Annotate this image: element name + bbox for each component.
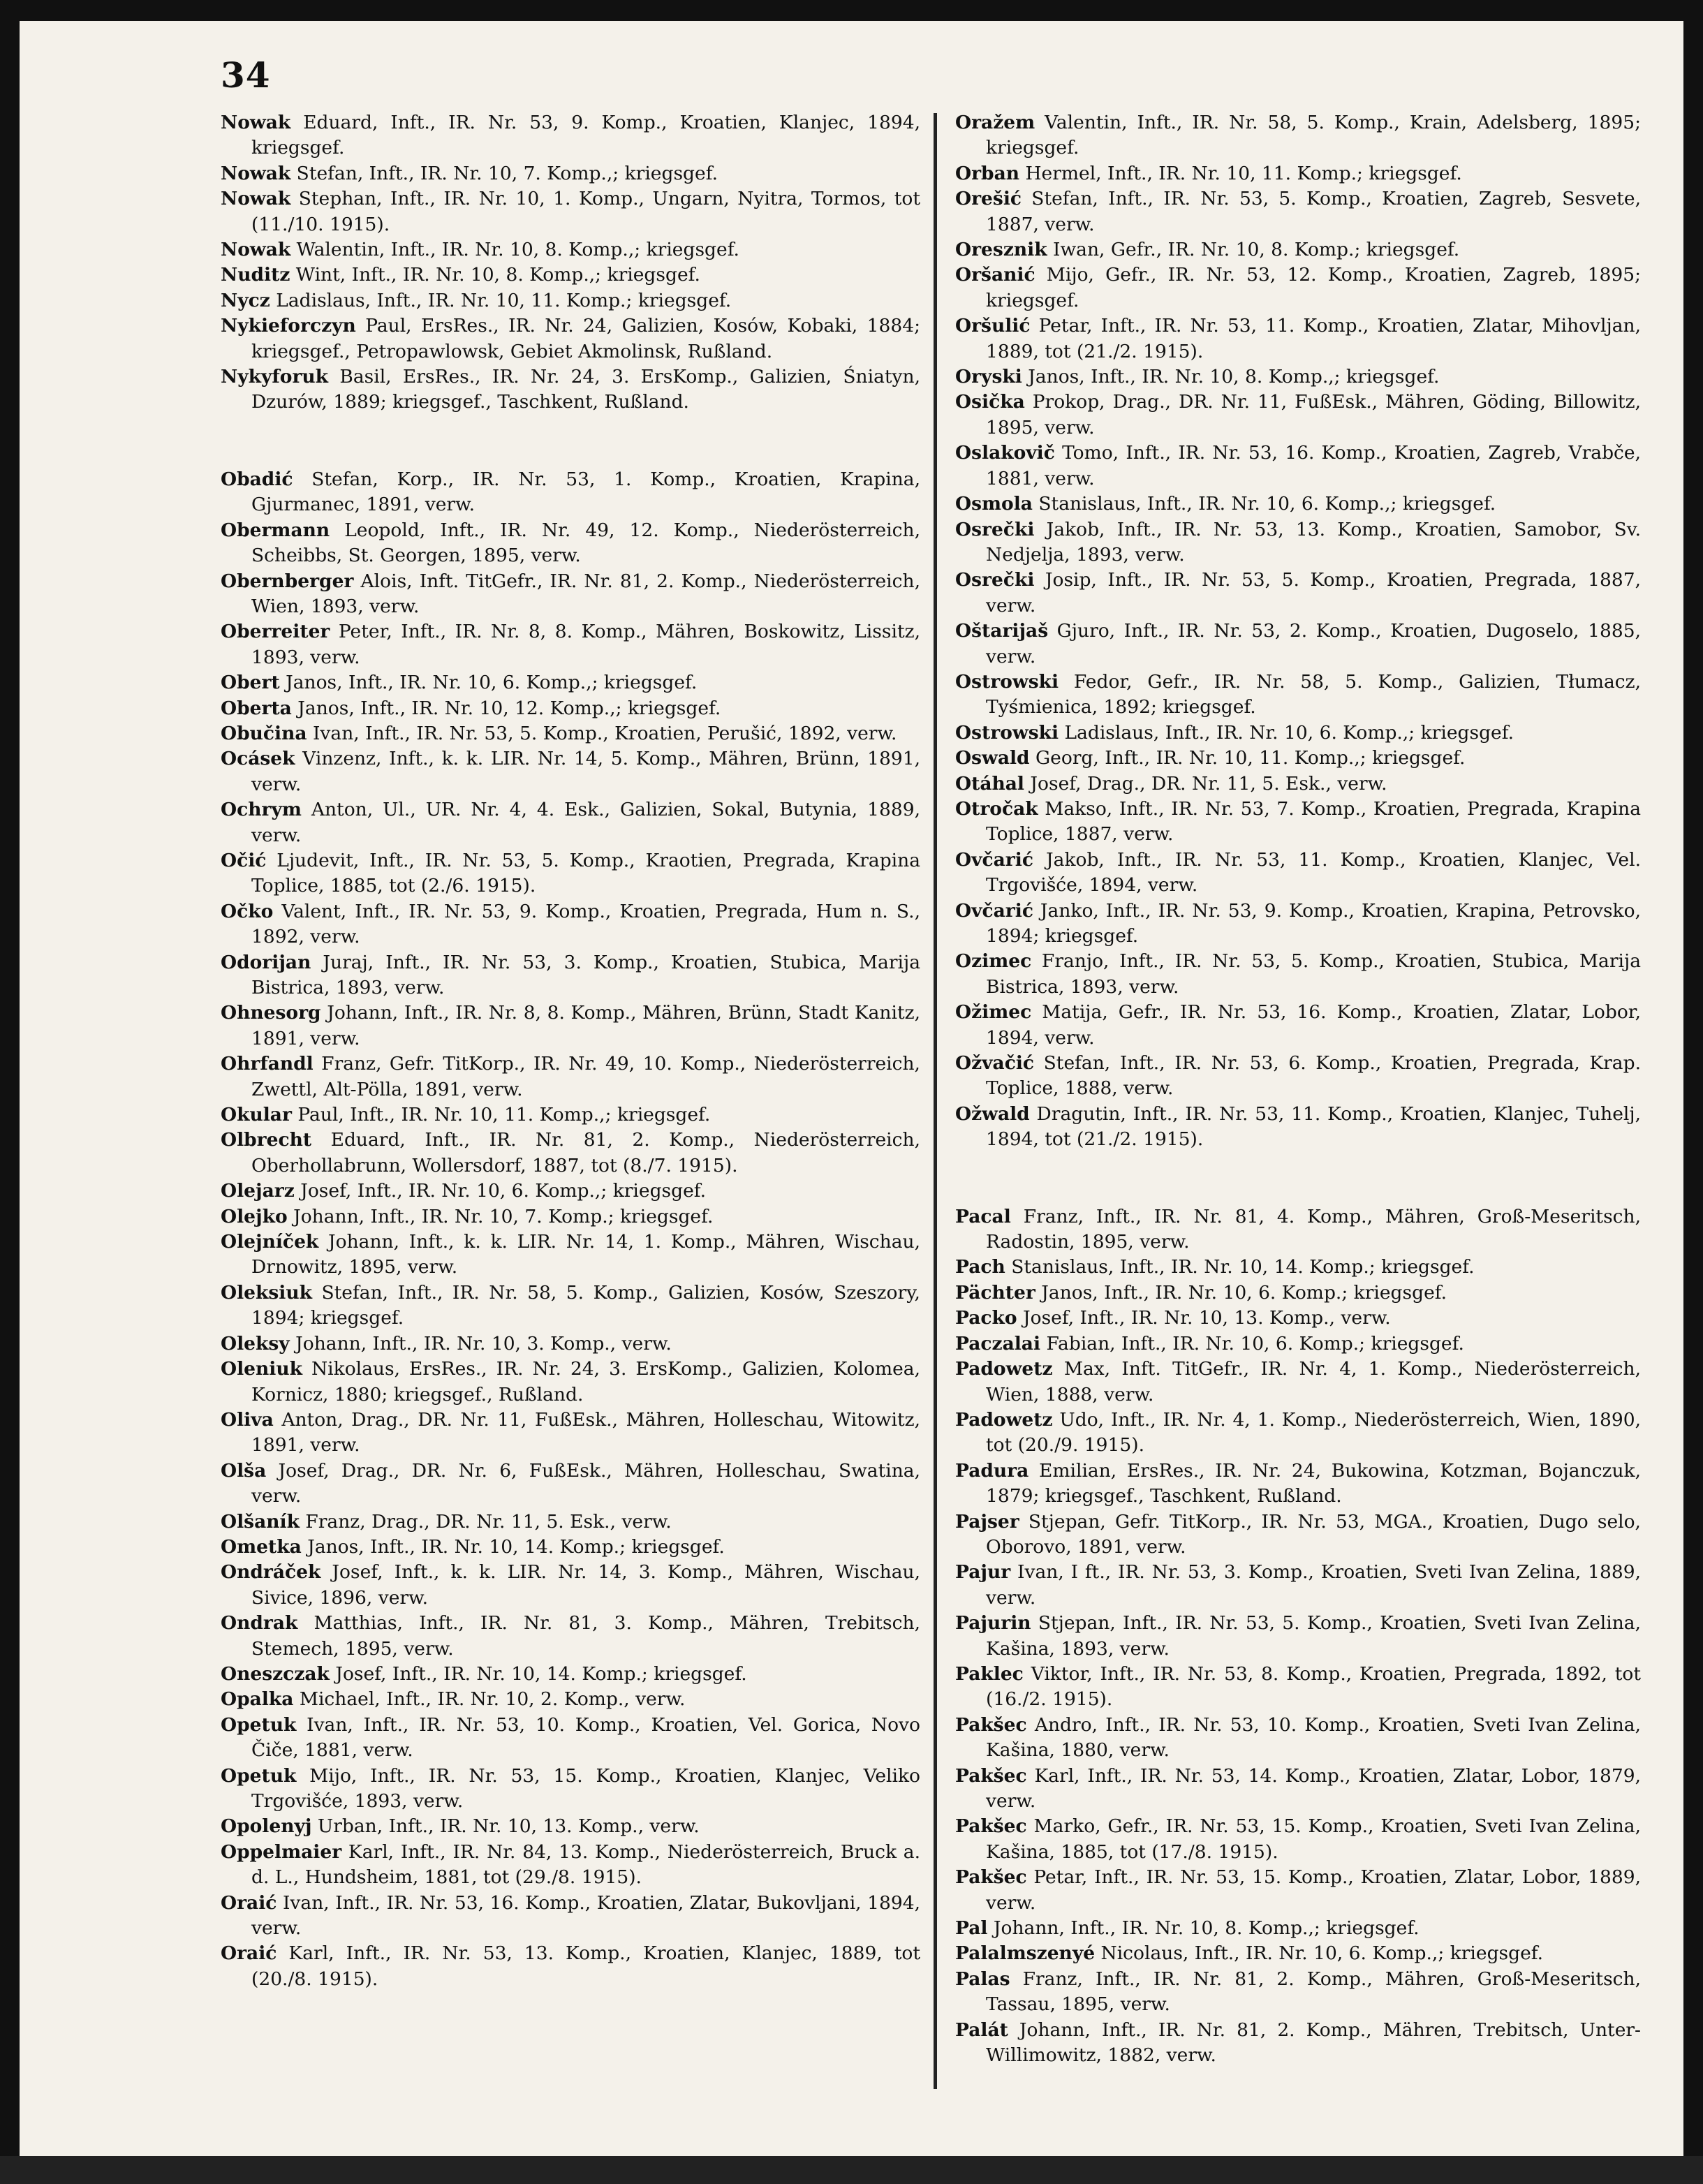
register-entry [955, 1357, 1641, 1408]
entry-surname: Padura [955, 1459, 1029, 1482]
entry-details: Matthias, Inft., IR. Nr. 81, 3. Komp., Mähren, Trebitsch, Stemech, 1895, verw. [251, 1612, 920, 1660]
entry-surname: Oberreiter [221, 621, 330, 643]
entry-surname: Ožvačić [955, 1052, 1035, 1075]
entry-details: Anton, Drag., DR. Nr. 11, FußEsk., Mähren, Holleschau, Witowitz, 1891, verw. [251, 1408, 920, 1456]
entry-surname: Olejko [221, 1205, 288, 1227]
register-entry [955, 1306, 1641, 1331]
register-entry [221, 1179, 920, 1204]
register-entry [221, 518, 920, 569]
entry-surname: Očko [221, 900, 274, 922]
register-entry [955, 263, 1641, 313]
entry-details: Nicolaus, Inft., IR. Nr. 10, 6. Komp.,; kriegsgef. [1095, 1942, 1544, 1965]
entry-details: Max, Inft. TitGefr., IR. Nr. 4, 1. Komp., Niederösterreich, Wien, 1888, verw. [986, 1358, 1641, 1405]
entry-surname: Ohrfandl [221, 1053, 314, 1075]
entry-details: Valent, Inft., IR. Nr. 53, 9. Komp., Kroatien, Pregrada, Hum n. S., 1892, verw. [251, 900, 920, 948]
entry-surname: Osrečki [955, 569, 1035, 591]
register-entry [955, 949, 1641, 1000]
register-entry [955, 1331, 1641, 1357]
entry-surname: Ostrowski [955, 670, 1059, 693]
register-entry [955, 1662, 1641, 1713]
page-number: 34 [221, 54, 271, 96]
entry-surname: Obadić [221, 468, 293, 490]
entry-details: Matija, Gefr., IR. Nr. 53, 16. Komp., Kroatien, Zlatar, Lobor, 1894, verw. [986, 1001, 1641, 1049]
entry-surname: Orban [955, 162, 1020, 184]
entry-details: Juraj, Inft., IR. Nr. 53, 3. Komp., Kroatien, Stubica, Marija Bistrica, 1893, verw. [251, 951, 920, 998]
entry-surname: Nowak [221, 239, 291, 261]
entry-details: Karl, Inft., IR. Nr. 84, 13. Komp., Niederösterreich, Bruck a. d. L., Hundsheim, 1881, tot (29./8. 1915). [251, 1840, 920, 1889]
register-entry [955, 517, 1641, 568]
entry-details: Ivan, Inft., IR. Nr. 53, 5. Komp., Kroatien, Perušić, 1892, verw. [307, 722, 897, 744]
entry-details: Josip, Inft., IR. Nr. 53, 5. Komp., Kroatien, Pregrada, 1887, verw. [986, 569, 1641, 617]
register-entry [221, 1204, 920, 1230]
entry-details: Marko, Gefr., IR. Nr. 53, 15. Komp., Kroatien, Sveti Ivan Zelina, Kašina, 1885, tot (17./8. 1915). [986, 1815, 1641, 1863]
register-entry [221, 1840, 920, 1891]
entry-surname: Oliva [221, 1408, 274, 1431]
register-entry [955, 1611, 1641, 1662]
entry-details: Stefan, Inft., IR. Nr. 53, 6. Komp., Kroatien, Pregrada, Krap. Toplice, 1888, verw. [986, 1052, 1641, 1100]
entry-details: Prokop, Drag., DR. Nr. 11, FußEsk., Mähren, Göding, Billowitz, 1895, verw. [986, 391, 1641, 438]
entry-details: Petar, Inft., IR. Nr. 53, 15. Komp., Kroatien, Zlatar, Lobor, 1889, verw. [986, 1866, 1641, 1914]
register-entry [221, 899, 920, 950]
entry-details: Ivan, Inft., IR. Nr. 53, 16. Komp., Kroatien, Zlatar, Bukovljani, 1894, verw. [251, 1891, 920, 1940]
register-entry [955, 186, 1641, 237]
entry-details: Tomo, Inft., IR. Nr. 53, 16. Komp., Kroatien, Zagreb, Vrabče, 1881, verw. [986, 442, 1641, 489]
register-entry [221, 186, 920, 237]
entry-details: Franz, Gefr. TitKorp., IR. Nr. 49, 10. Komp., Niederösterreich, Zwettl, Alt-Pölla, 1891, verw. [251, 1053, 920, 1100]
register-entry [955, 1459, 1641, 1510]
entry-details: Johann, Inft., IR. Nr. 10, 8. Komp.,; kriegsgef. [987, 1917, 1420, 1940]
entry-surname: Palalmszenyé [955, 1942, 1096, 1965]
register-entry [221, 1535, 920, 1560]
entry-details: Karl, Inft., IR. Nr. 53, 14. Komp., Kroatien, Zlatar, Lobor, 1879, verw. [986, 1764, 1641, 1812]
register-entry [955, 1814, 1641, 1865]
entry-details: Jakob, Inft., IR. Nr. 53, 11. Komp., Kroatien, Klanjec, Vel. Trgovišće, 1894, verw. [986, 848, 1641, 897]
register-entry [221, 364, 920, 415]
entry-details: Johann, Inft., IR. Nr. 10, 3. Komp., verw. [289, 1332, 672, 1355]
entry-surname: Pal [955, 1917, 988, 1940]
entry-details: Walentin, Inft., IR. Nr. 10, 8. Komp.,; kriegsgef. [290, 239, 739, 261]
entry-details: Fedor, Gefr., IR. Nr. 58, 5. Komp., Galizien, Tłumacz, Tyśmienica, 1892; kriegsgef. [986, 670, 1641, 718]
entry-details: Stephan, Inft., IR. Nr. 10, 1. Komp., Ungarn, Nyitra, Tormos, tot (11./10. 1915). [251, 188, 920, 235]
entry-surname: Oleksy [221, 1332, 290, 1355]
register-entry [221, 950, 920, 1001]
entry-surname: Olbrecht [221, 1129, 312, 1151]
register-entry [221, 1128, 920, 1179]
entry-surname: Pächter [955, 1281, 1035, 1304]
entry-details: Ladislaus, Inft., IR. Nr. 10, 6. Komp.,; kriegsgef. [1059, 721, 1514, 744]
register-entry [955, 390, 1641, 441]
entry-surname: Oslakovič [955, 442, 1055, 464]
register-entry [221, 721, 920, 746]
entry-details: Johann, Inft., IR. Nr. 10, 7. Komp.; kriegsgef. [287, 1205, 714, 1227]
register-entry [955, 237, 1641, 263]
scan-border-left [0, 0, 20, 2184]
register-entry [221, 1357, 920, 1408]
register-entry [955, 161, 1641, 186]
entry-surname: Otročak [955, 797, 1038, 820]
entry-surname: Nykieforczyn [221, 315, 356, 337]
entry-details: Paul, Inft., IR. Nr. 10, 11. Komp.,; kriegsgef. [291, 1104, 711, 1126]
entry-surname: Oswald [955, 747, 1030, 769]
entry-surname: Palát [955, 2019, 1008, 2041]
register-entry [221, 1052, 920, 1102]
entry-details: Leopold, Inft., IR. Nr. 49, 12. Komp., Niederösterreich, Scheibbs, St. Georgen, 1895, verw. [251, 519, 920, 567]
register-entry [955, 1255, 1641, 1280]
entry-surname: Nowak [221, 112, 291, 133]
entry-details: Franjo, Inft., IR. Nr. 53, 5. Komp., Kroatien, Stubica, Marija Bistrica, 1893, verw. [986, 950, 1641, 998]
entry-surname: Padowetz [955, 1408, 1053, 1431]
entry-details: Johann, Inft., IR. Nr. 8, 8. Komp., Mähren, Brünn, Stadt Kanitz, 1891, verw. [251, 1002, 920, 1049]
entry-surname: Ožimec [955, 1001, 1032, 1024]
register-entry [955, 1941, 1641, 1966]
register-entry [955, 670, 1641, 721]
entry-details: Nikolaus, ErsRes., IR. Nr. 24, 3. ErsKomp., Galizien, Kolomea, Kornicz, 1880; kriegsgef., Rußland. [251, 1358, 920, 1405]
entry-surname: Otáhal [955, 772, 1024, 795]
register-entry [955, 1560, 1641, 1611]
register-entry [955, 1865, 1641, 1916]
register-entry [955, 1051, 1641, 1102]
entry-surname: Pajser [955, 1510, 1019, 1533]
entry-surname: Očić [221, 849, 267, 871]
entry-surname: Odorijan [221, 951, 311, 973]
entry-details: Mijo, Inft., IR. Nr. 53, 15. Komp., Kroatien, Klanjec, Veliko Trgovišće, 1893, verw. [251, 1764, 920, 1812]
register-entry [221, 161, 920, 186]
entry-details: Basil, ErsRes., IR. Nr. 24, 3. ErsKomp., Galizien, Śniatyn, Dzurów, 1889; kriegsgef., Taschkent, Rußland. [251, 366, 920, 413]
entry-details: Viktor, Inft., IR. Nr. 53, 8. Komp., Kroatien, Pregrada, 1892, tot (16./2. 1915). [986, 1662, 1641, 1711]
entry-details: Johann, Inft., k. k. LIR. Nr. 14, 1. Komp., Mähren, Wischau, Drnowitz, 1895, verw. [251, 1231, 920, 1278]
entry-details: Makso, Inft., IR. Nr. 53, 7. Komp., Kroatien, Pregrada, Krapina Toplice, 1887, verw. [986, 797, 1641, 846]
register-entry [955, 110, 1641, 161]
entry-details: Mijo, Gefr., IR. Nr. 53, 12. Komp., Kroatien, Zagreb, 1895; kriegsgef. [986, 264, 1641, 311]
entry-details: Stefan, Korp., IR. Nr. 53, 1. Komp., Kroatien, Krapina, Gjurmanec, 1891, verw. [251, 468, 920, 516]
register-entry [221, 1331, 920, 1357]
register-entry [955, 1000, 1641, 1051]
register-entry [221, 467, 920, 518]
entry-surname: Osička [955, 391, 1025, 413]
entry-details: Franz, Inft., IR. Nr. 81, 4. Komp., Mähren, Groß-Meseritsch, Radostin, 1895, verw. [986, 1205, 1641, 1253]
entry-surname: Opolenyj [221, 1815, 312, 1838]
register-entry [955, 492, 1641, 517]
entry-details: Franz, Drag., DR. Nr. 11, 5. Esk., verw. [299, 1510, 672, 1533]
entry-surname: Nuditz [221, 264, 290, 286]
entry-surname: Pajur [955, 1561, 1011, 1584]
entry-surname: Nykyforuk [221, 366, 329, 388]
section-gap [955, 1153, 1641, 1204]
entry-details: Josef, Inft., IR. Nr. 10, 14. Komp.; kriegsgef. [329, 1662, 747, 1685]
entry-surname: Ozimec [955, 950, 1032, 973]
entry-details: Valentin, Inft., IR. Nr. 58, 5. Komp., Krain, Adelsberg, 1895; kriegsgef. [986, 112, 1641, 159]
register-entry [221, 263, 920, 288]
entry-details: Ivan, I ft., IR. Nr. 53, 3. Komp., Kroatien, Sveti Ivan Zelina, 1889, verw. [986, 1561, 1641, 1609]
entry-details: Janos, Inft., IR. Nr. 10, 6. Komp.; kriegsgef. [1035, 1281, 1447, 1304]
column-divider [934, 113, 937, 2089]
entry-details: Hermel, Inft., IR. Nr. 10, 11. Komp.; kriegsgef. [1019, 162, 1462, 184]
entry-details: Ladislaus, Inft., IR. Nr. 10, 11. Komp.; kriegsgef. [270, 289, 732, 311]
entry-surname: Oresznik [955, 239, 1047, 261]
entry-surname: Pakšec [955, 1764, 1027, 1787]
register-entry [221, 696, 920, 721]
entry-surname: Palas [955, 1968, 1010, 1990]
entry-details: Johann, Inft., IR. Nr. 81, 2. Komp., Mähren, Trebitsch, Unter-Willimowitz, 1882, verw. [986, 2019, 1641, 2067]
entry-details: Janko, Inft., IR. Nr. 53, 9. Komp., Kroatien, Krapina, Petrovsko, 1894; kriegsgef. [986, 899, 1641, 947]
entry-details: Ivan, Inft., IR. Nr. 53, 10. Komp., Kroatien, Vel. Gorica, Novo Čiče, 1881, verw. [251, 1713, 920, 1762]
entry-surname: Nycz [221, 289, 270, 311]
register-entry [221, 619, 920, 670]
register-entry [221, 110, 920, 161]
register-entry [221, 1687, 920, 1712]
register-entry [221, 1814, 920, 1839]
entry-surname: Oraić [221, 1891, 277, 1914]
entry-details: Franz, Inft., IR. Nr. 81, 2. Komp., Mähren, Groß-Meseritsch, Tassau, 1895, verw. [986, 1968, 1641, 2016]
entry-surname: Oršanić [955, 264, 1035, 286]
register-entry [221, 746, 920, 797]
entry-details: Stefan, Inft., IR. Nr. 10, 7. Komp.,; kriegsgef. [290, 162, 718, 184]
register-entry [221, 1713, 920, 1764]
register-entry [955, 313, 1641, 364]
entry-surname: Pakšec [955, 1866, 1027, 1889]
right-column [955, 110, 1641, 2068]
register-entry [221, 1764, 920, 1815]
entry-details: Wint, Inft., IR. Nr. 10, 8. Komp.,; kriegsgef. [290, 264, 700, 286]
entry-details: Anton, Ul., UR. Nr. 4, 4. Esk., Galizien, Sokal, Butynia, 1889, verw. [251, 799, 920, 846]
register-entry [221, 848, 920, 899]
entry-details: Janos, Inft., IR. Nr. 10, 12. Komp.,; kriegsgef. [291, 697, 721, 719]
entry-details: Paul, ErsRes., IR. Nr. 24, Galizien, Kosów, Kobaki, 1884; kriegsgef., Petropawlowsk, Gebiet Akmolinsk, Rußland. [251, 315, 920, 362]
entry-details: Josef, Drag., DR. Nr. 11, 5. Esk., verw. [1024, 772, 1387, 795]
register-entry [221, 1941, 920, 1992]
entry-details: Petar, Inft., IR. Nr. 53, 11. Komp., Kroatien, Zlatar, Mihovljan, 1889, tot (21./2. 1915). [986, 315, 1641, 362]
entry-surname: Oršulić [955, 315, 1031, 337]
entry-surname: Ometka [221, 1535, 302, 1558]
entry-details: Michael, Inft., IR. Nr. 10, 2. Komp., verw. [293, 1688, 686, 1711]
register-entry [955, 848, 1641, 899]
entry-surname: Ožwald [955, 1102, 1030, 1125]
register-entry [955, 1713, 1641, 1764]
scan-border-bottom [0, 2156, 1703, 2184]
section-gap [221, 415, 920, 467]
entry-details: Josef, Inft., IR. Nr. 10, 6. Komp.,; kriegsgef. [294, 1180, 707, 1202]
entry-details: Karl, Inft., IR. Nr. 53, 13. Komp., Kroatien, Klanjec, 1889, tot (20./8. 1915). [251, 1942, 920, 1990]
register-entry [955, 568, 1641, 619]
entry-surname: Ondrak [221, 1612, 298, 1635]
entry-details: Stanislaus, Inft., IR. Nr. 10, 6. Komp.,; kriegsgef. [1032, 493, 1496, 515]
entry-surname: Obert [221, 672, 280, 694]
entry-surname: Pakšec [955, 1713, 1027, 1736]
entry-surname: Obernberger [221, 570, 354, 592]
register-entry [955, 1204, 1641, 1255]
register-entry [221, 1891, 920, 1942]
entry-surname: Oberta [221, 697, 292, 719]
entry-surname: Oleniuk [221, 1358, 302, 1380]
entry-surname: Pajurin [955, 1612, 1031, 1635]
entry-surname: Osmola [955, 493, 1033, 515]
register-entry [955, 2018, 1641, 2069]
entry-surname: Ochrym [221, 799, 302, 821]
scan-border-top [0, 0, 1703, 21]
entry-surname: Oppelmaier [221, 1840, 342, 1863]
register-entry [955, 619, 1641, 670]
scan-border-right [1683, 0, 1703, 2184]
entry-surname: Ohnesorg [221, 1002, 321, 1024]
register-entry [955, 364, 1641, 390]
entry-surname: Osrečki [955, 518, 1035, 540]
register-entry [221, 569, 920, 620]
entry-surname: Obermann [221, 519, 330, 541]
register-entry [955, 1764, 1641, 1815]
entry-details: Iwan, Gefr., IR. Nr. 10, 8. Komp.; kriegsgef. [1047, 239, 1460, 261]
register-entry [955, 1408, 1641, 1459]
register-entry [221, 1408, 920, 1459]
entry-details: Eduard, Inft., IR. Nr. 53, 9. Komp., Kroatien, Klanjec, 1894, kriegsgef. [251, 112, 920, 159]
entry-details: Gjuro, Inft., IR. Nr. 53, 2. Komp., Kroatien, Dugoselo, 1885, verw. [986, 620, 1641, 667]
entry-details: Stjepan, Gefr. TitKorp., IR. Nr. 53, MGA., Kroatien, Dugo selo, Oborovo, 1891, verw. [986, 1510, 1641, 1558]
entry-details: Fabian, Inft., IR. Nr. 10, 6. Komp.; kriegsgef. [1040, 1332, 1464, 1355]
entry-details: Josef, Inft., IR. Nr. 10, 13. Komp., verw. [1017, 1307, 1391, 1329]
entry-surname: Oštarijaš [955, 620, 1049, 642]
register-entry [221, 313, 920, 364]
entry-details: Janos, Inft., IR. Nr. 10, 6. Komp.,; kriegsgef. [279, 672, 698, 694]
entry-details: Janos, Inft., IR. Nr. 10, 8. Komp.,; kriegsgef. [1022, 366, 1440, 388]
entry-surname: Orešić [955, 188, 1022, 210]
entry-details: Georg, Inft., IR. Nr. 10, 11. Komp.,; kriegsgef. [1029, 747, 1466, 769]
entry-surname: Packo [955, 1307, 1017, 1329]
entry-surname: Oleksiuk [221, 1281, 312, 1304]
register-entry [221, 1230, 920, 1281]
entry-surname: Olejníček [221, 1231, 319, 1253]
entry-details: Alois, Inft. TitGefr., IR. Nr. 81, 2. Komp., Niederösterreich, Wien, 1893, verw. [251, 570, 920, 617]
register-entry [955, 772, 1641, 797]
entry-details: Jakob, Inft., IR. Nr. 53, 13. Komp., Kroatien, Samobor, Sv. Nedjelja, 1893, verw. [986, 518, 1641, 566]
register-entry [221, 1001, 920, 1052]
entry-details: Eduard, Inft., IR. Nr. 81, 2. Komp., Niederösterreich, Oberhollabrunn, Wollersdorf, 1887, tot (8./7. 1915). [251, 1129, 920, 1176]
entry-details: Stjepan, Inft., IR. Nr. 53, 5. Komp., Kroatien, Sveti Ivan Zelina, Kašina, 1893, verw. [986, 1612, 1641, 1660]
register-entry [221, 1611, 920, 1662]
entry-surname: Opetuk [221, 1713, 297, 1736]
entry-surname: Obučina [221, 722, 307, 744]
entry-surname: Oražem [955, 112, 1035, 133]
entry-surname: Nowak [221, 188, 291, 210]
entry-surname: Olšaník [221, 1510, 300, 1533]
register-entry [221, 237, 920, 263]
entry-surname: Pacal [955, 1205, 1011, 1227]
entry-surname: Paklec [955, 1662, 1024, 1685]
entry-details: Stefan, Inft., IR. Nr. 58, 5. Komp., Galizien, Kosów, Szeszory, 1894; kriegsgef. [251, 1281, 920, 1329]
entry-surname: Pakšec [955, 1815, 1027, 1838]
entry-details: Peter, Inft., IR. Nr. 8, 8. Komp., Mähren, Boskowitz, Lissitz, 1893, verw. [251, 621, 920, 668]
register-entry [955, 1967, 1641, 2018]
entry-details: Josef, Inft., k. k. LIR. Nr. 14, 3. Komp., Mähren, Wischau, Sivice, 1896, verw. [251, 1561, 920, 1609]
register-entry [955, 797, 1641, 848]
register-entry [955, 1510, 1641, 1560]
entry-details: Dragutin, Inft., IR. Nr. 53, 11. Komp., Kroatien, Klanjec, Tuhelj, 1894, tot (21./2. 1915). [986, 1102, 1641, 1151]
entry-details: Emilian, ErsRes., IR. Nr. 24, Bukowina, Kotzman, Bojanczuk, 1879; kriegsgef., Taschkent, Rußland. [986, 1459, 1641, 1507]
entry-details: Andro, Inft., IR. Nr. 53, 10. Komp., Kroatien, Sveti Ivan Zelina, Kašina, 1880, verw. [986, 1713, 1641, 1762]
left-column [221, 110, 920, 1992]
entry-surname: Ovčarić [955, 899, 1033, 922]
register-entry [221, 1102, 920, 1128]
register-entry [221, 797, 920, 848]
entry-surname: Ovčarić [955, 848, 1033, 871]
entry-surname: Opalka [221, 1688, 294, 1711]
entry-surname: Oneszczak [221, 1662, 330, 1685]
entry-details: Urban, Inft., IR. Nr. 10, 13. Komp., verw. [311, 1815, 700, 1838]
entry-surname: Padowetz [955, 1358, 1053, 1380]
entry-details: Janos, Inft., IR. Nr. 10, 14. Komp.; kriegsgef. [301, 1535, 725, 1558]
register-entry [221, 1281, 920, 1331]
entry-surname: Oraić [221, 1942, 277, 1965]
register-entry [221, 670, 920, 695]
entry-details: Ljudevit, Inft., IR. Nr. 53, 5. Komp., Kraotien, Pregrada, Krapina Toplice, 1885, tot (2./6. 1915). [251, 849, 920, 897]
entry-details: Josef, Drag., DR. Nr. 6, FußEsk., Mähren, Holleschau, Swatina, verw. [251, 1459, 920, 1507]
entry-surname: Oryski [955, 366, 1022, 388]
entry-surname: Paczalai [955, 1332, 1041, 1355]
register-entry [955, 1916, 1641, 1941]
entry-surname: Olejarz [221, 1180, 295, 1202]
register-entry [955, 1102, 1641, 1153]
entry-surname: Pach [955, 1256, 1005, 1278]
register-entry [221, 1560, 920, 1611]
register-entry [955, 899, 1641, 950]
entry-surname: Ocásek [221, 748, 295, 770]
entry-surname: Ondráček [221, 1561, 321, 1584]
register-entry [955, 441, 1641, 492]
entry-surname: Okular [221, 1104, 292, 1126]
entry-surname: Olša [221, 1459, 267, 1482]
register-entry [955, 746, 1641, 771]
entry-surname: Ostrowski [955, 721, 1059, 744]
register-entry [955, 1281, 1641, 1306]
entry-details: Udo, Inft., IR. Nr. 4, 1. Komp., Niederösterreich, Wien, 1890, tot (20./9. 1915). [986, 1408, 1641, 1456]
entry-surname: Opetuk [221, 1764, 297, 1787]
entry-details: Stefan, Inft., IR. Nr. 53, 5. Komp., Kroatien, Zagreb, Sesvete, 1887, verw. [986, 188, 1641, 235]
entry-details: Stanislaus, Inft., IR. Nr. 10, 14. Komp.; kriegsgef. [1005, 1256, 1475, 1278]
register-entry [955, 721, 1641, 746]
register-entry [221, 1459, 920, 1510]
register-entry [221, 288, 920, 313]
entry-details: Vinzenz, Inft., k. k. LIR. Nr. 14, 5. Komp., Mähren, Brünn, 1891, verw. [251, 748, 920, 795]
register-entry [221, 1662, 920, 1687]
entry-surname: Nowak [221, 162, 291, 184]
register-entry [221, 1510, 920, 1535]
